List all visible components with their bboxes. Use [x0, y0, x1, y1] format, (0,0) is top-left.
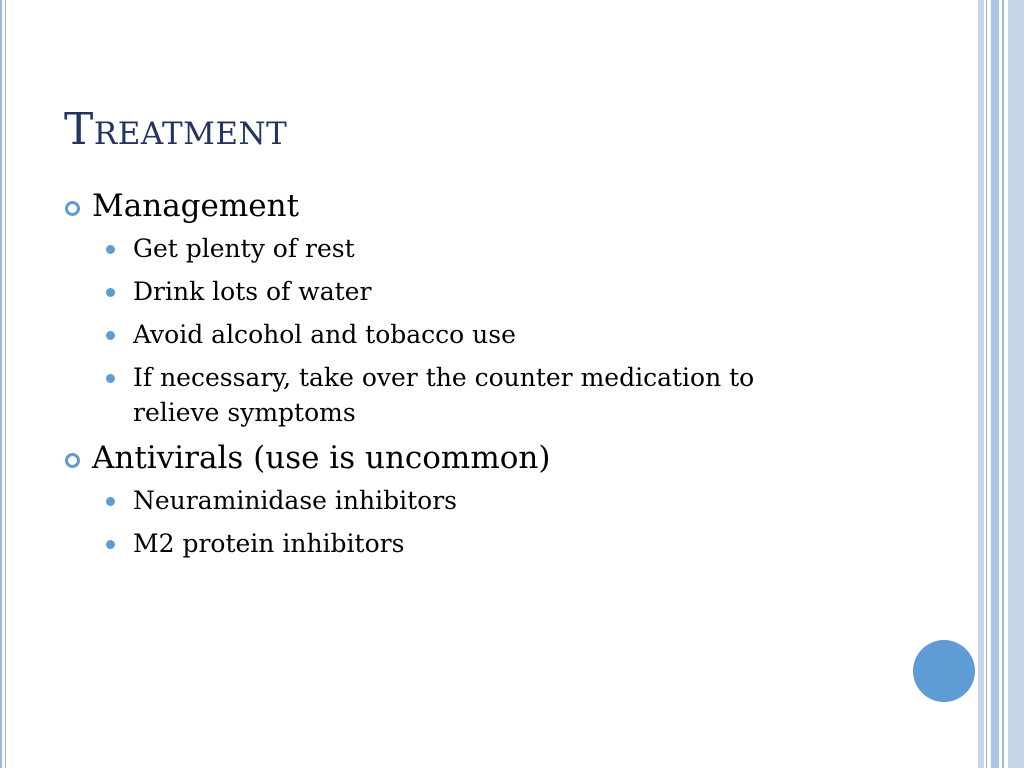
section-heading: Antivirals (use is uncommon) [92, 440, 551, 476]
slide-title: Treatment [64, 104, 288, 155]
sub-bullet-item [64, 274, 844, 309]
section-antivirals [64, 438, 844, 561]
right-border-bar-edge [1008, 0, 1024, 768]
slide-content [64, 186, 844, 569]
sub-bullet-text: Drink lots of water [133, 277, 372, 306]
right-border-bar-outer [978, 0, 984, 768]
sub-bullet-item [64, 317, 844, 352]
bullet-level1 [64, 186, 844, 226]
left-border-stripe [0, 0, 2, 768]
bullet-level1 [64, 438, 844, 478]
dot-bullet-icon [106, 540, 115, 549]
sub-bullet-list [64, 483, 844, 561]
sub-bullet-text: Avoid alcohol and tobacco use [133, 320, 516, 349]
left-border-stripe-thin [5, 0, 6, 768]
right-border-line [986, 0, 987, 768]
dot-bullet-icon [106, 331, 115, 340]
dot-bullet-icon [106, 497, 115, 506]
sub-bullet-item [64, 483, 844, 518]
sub-bullet-item [64, 360, 844, 430]
sub-bullet-text: Get plenty of rest [133, 234, 355, 263]
sub-bullet-item [64, 231, 844, 266]
sub-bullet-text: Neuraminidase inhibitors [133, 486, 457, 515]
decorative-circle [913, 640, 975, 702]
dot-bullet-icon [106, 288, 115, 297]
sub-bullet-list [64, 231, 844, 430]
dot-bullet-icon [106, 374, 115, 383]
section-management [64, 186, 844, 430]
sub-bullet-text: M2 protein inhibitors [133, 529, 405, 558]
sub-bullet-item [64, 526, 844, 561]
right-border-bar-main [991, 0, 999, 768]
sub-bullet-text: If necessary, take over the counter medication to relieve symptoms [133, 363, 755, 427]
ring-bullet-icon [65, 453, 80, 468]
dot-bullet-icon [106, 245, 115, 254]
ring-bullet-icon [65, 201, 80, 216]
section-heading: Management [92, 188, 300, 224]
right-border-line-2 [1002, 0, 1004, 768]
